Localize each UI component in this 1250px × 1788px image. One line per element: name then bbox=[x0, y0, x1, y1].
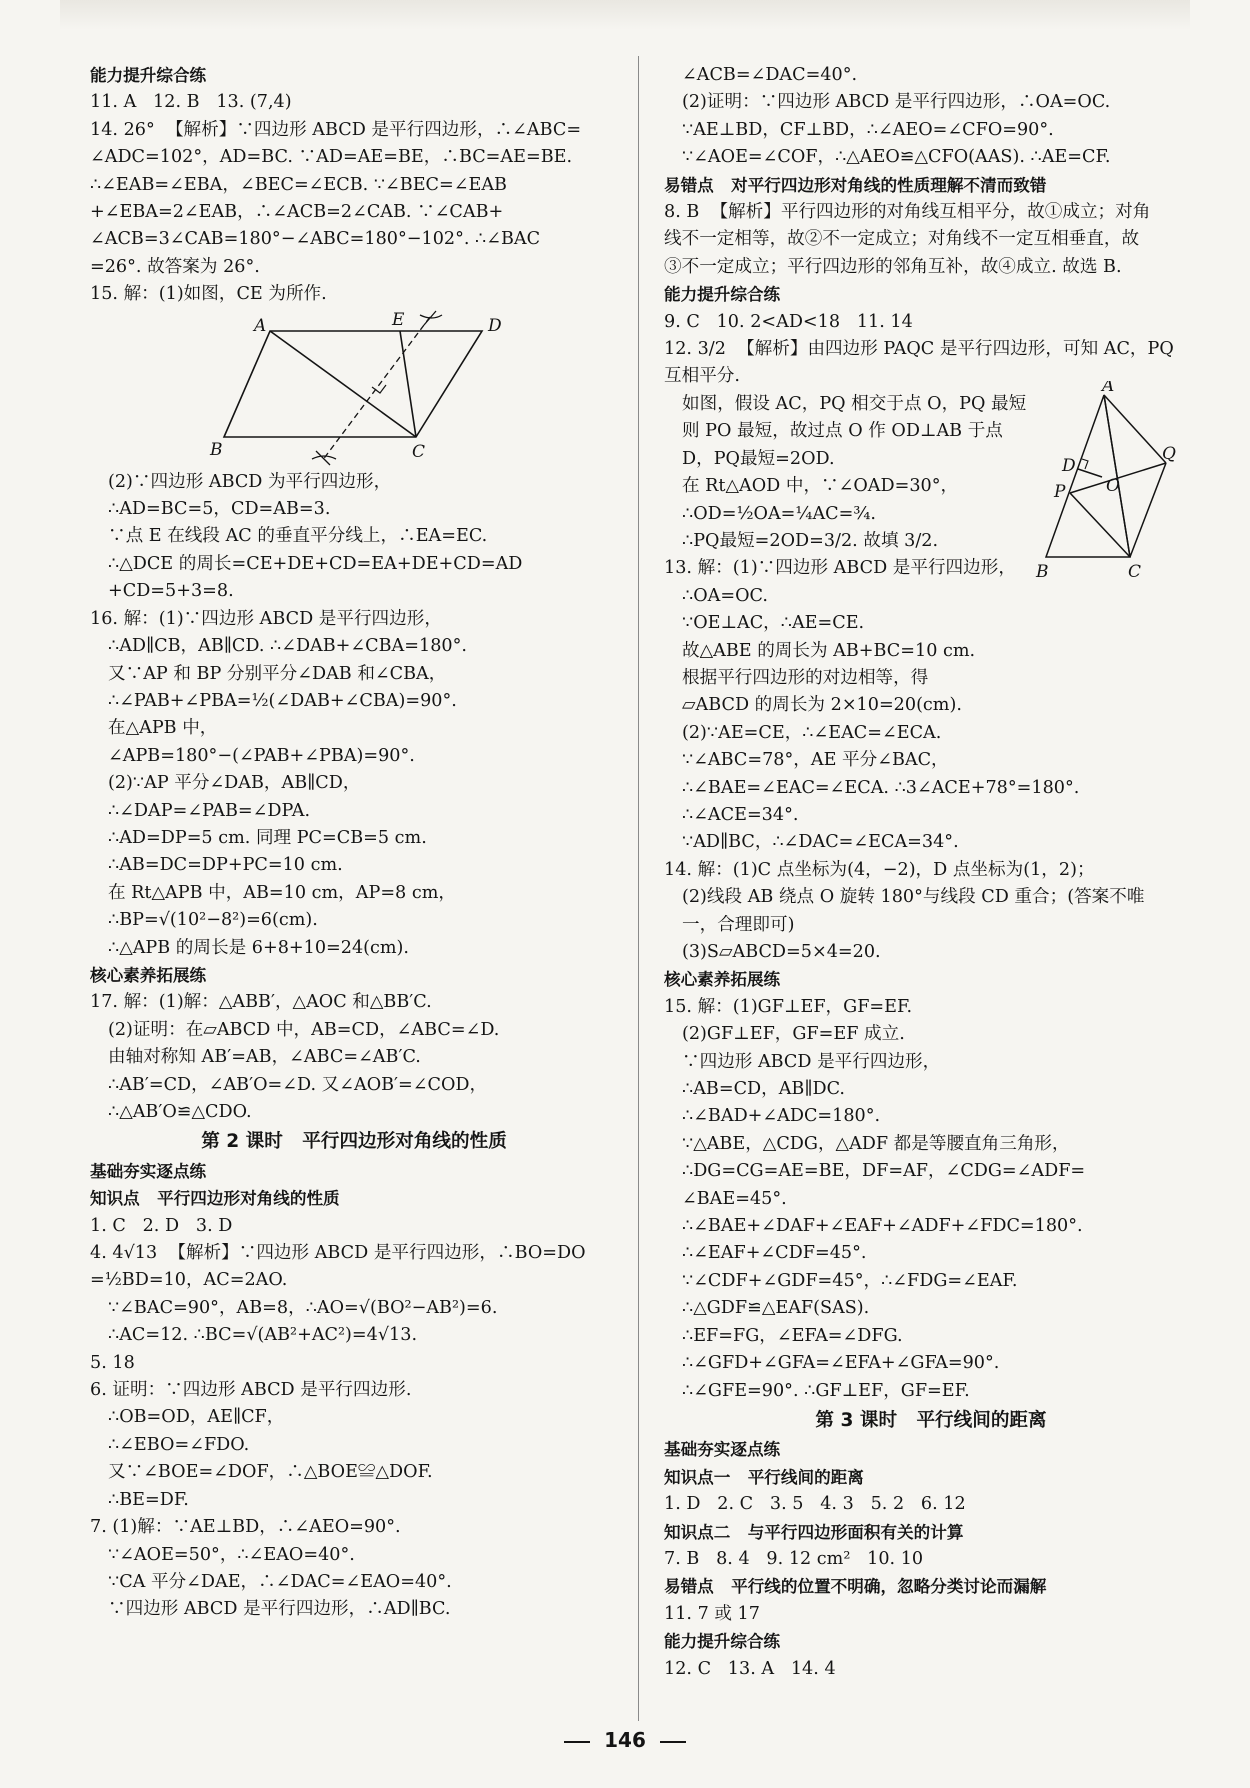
text-line: 4. 4√13 【解析】∵四边形 ABCD 是平行四边形，∴BO=DO bbox=[90, 1243, 586, 1264]
text-line: 又∵AP 和 BP 分别平分∠DAB 和∠CBA， bbox=[108, 663, 447, 684]
text-line: =26°. 故答案为 26°. bbox=[90, 256, 260, 277]
text-line: ∴∠EBO=∠FDO. bbox=[108, 1434, 250, 1455]
text-line: 7. B 8. 4 9. 12 cm² 10. 10 bbox=[664, 1548, 924, 1569]
text-line: ∴AB=DC=DP+PC=10 cm. bbox=[108, 855, 343, 876]
text-line: ∴∠DAP=∠PAB=∠DPA. bbox=[108, 800, 311, 821]
text-line: ∴∠PAB+∠PBA=½(∠DAB+∠CBA)=90°. bbox=[108, 690, 457, 711]
text-line: ∴AB=CD，AB∥DC. bbox=[682, 1079, 846, 1100]
text-line: ∴PQ最短=2OD=3/2. 故填 3/2. bbox=[682, 530, 939, 551]
text-line: ∠ACB=∠DAC=40°. bbox=[682, 65, 858, 85]
section-heading: 知识点二 与平行四边形面积有关的计算 bbox=[664, 1522, 964, 1542]
section-heading: 知识点一 平行线间的距离 bbox=[664, 1467, 864, 1487]
text-line: 在△APB 中， bbox=[108, 718, 218, 739]
text-line: ∠APB=180°−(∠PAB+∠PBA)=90°. bbox=[108, 745, 415, 766]
lesson-title: 第 3 课时 平行线间的距离 bbox=[815, 1409, 1047, 1431]
arc-mark-top bbox=[420, 311, 442, 325]
text-line: ∴BP=√(10²−8²)=6(cm). bbox=[108, 910, 318, 931]
figure-label-c: C bbox=[1128, 561, 1142, 581]
text-line: (2)GF⊥EF，GF=EF 成立. bbox=[682, 1024, 905, 1045]
section-heading: 易错点 对平行四边形对角线的性质理解不清而致错 bbox=[664, 175, 1047, 195]
text-line: 11. A 12. B 13. (7,4) bbox=[90, 92, 292, 113]
text-line: ▱ABCD 的周长为 2×10=20(cm). bbox=[682, 695, 962, 716]
column-divider bbox=[638, 56, 639, 1721]
section-heading: 基础夯实逐点练 bbox=[664, 1440, 781, 1460]
text-line: 5. 18 bbox=[90, 1352, 135, 1373]
text-line: ∴∠BAE+∠DAF+∠EAF+∠ADF+∠FDC=180°. bbox=[682, 1216, 1083, 1237]
right-column bbox=[664, 62, 1198, 1683]
text-line: ∴∠BAE=∠EAC=∠ECA. ∴3∠ACE+78°=180°. bbox=[682, 777, 1080, 798]
perpendicular-bisector bbox=[322, 317, 430, 461]
text-line: +CD=5+3=8. bbox=[108, 581, 234, 602]
section-heading: 易错点 平行线的位置不明确，忽略分类讨论而漏解 bbox=[664, 1577, 1047, 1597]
text-line: ∴OB=OD，AE∥CF， bbox=[108, 1407, 285, 1428]
text-line: (2)线段 AB 绕点 O 旋转 180°与线段 CD 重合；(答案不唯 bbox=[682, 887, 1145, 908]
text-line: 在 Rt△APB 中，AB=10 cm，AP=8 cm， bbox=[108, 882, 456, 903]
text-line: 8. B 【解析】平行四边形的对角线互相平分，故①成立；对角 bbox=[664, 202, 1151, 223]
text-line: ∵AD∥BC，∴∠DAC=∠ECA=34°. bbox=[682, 832, 959, 853]
text-line: ∴∠EAB=∠EBA，∠BEC=∠ECB. ∵∠BEC=∠EAB bbox=[90, 174, 507, 195]
text-line: ∵点 E 在线段 AC 的垂直平分线上，∴EA=EC. bbox=[108, 526, 488, 547]
figure-label-e: E bbox=[392, 309, 405, 330]
text-line: ∵∠ABC=78°，AE 平分∠BAC， bbox=[682, 750, 949, 771]
text-line: ∠ACB=3∠CAB=180°−∠ABC=180°−102°. ∴∠BAC bbox=[90, 229, 541, 250]
text-line: ∴△AB′O≌△CDO. bbox=[108, 1102, 252, 1122]
figure-label-b: B bbox=[210, 439, 223, 460]
text-line: 故△ABE 的周长为 AB+BC=10 cm. bbox=[682, 640, 976, 661]
text-line: (2)证明：∵四边形 ABCD 是平行四边形，∴OA=OC. bbox=[682, 92, 1111, 113]
text-line: 13. 解：(1)∵四边形 ABCD 是平行四边形， bbox=[664, 558, 1016, 579]
text-line: 1. D 2. C 3. 5 4. 3 5. 2 6. 12 bbox=[664, 1494, 966, 1515]
text-line: ∵∠AOE=50°，∴∠EAO=40°. bbox=[108, 1544, 355, 1565]
section-heading: 能力提升综合练 bbox=[90, 66, 207, 85]
text-line: +∠EBA=2∠EAB，∴∠ACB=2∠CAB. ∵∠CAB+ bbox=[90, 202, 504, 223]
text-line: 14. 26° 【解析】∵四边形 ABCD 是平行四边形，∴∠ABC= bbox=[90, 119, 582, 140]
text-line: 根据平行四边形的对边相等，得 bbox=[682, 667, 929, 688]
figure-label-p: P bbox=[1054, 481, 1066, 502]
figure-label-d: D bbox=[1062, 455, 1076, 476]
text-line: ∴∠EAF+∠CDF=45°. bbox=[682, 1243, 867, 1264]
text-line: ∵AE⊥BD，CF⊥BD，∴∠AEO=∠CFO=90°. bbox=[682, 119, 1054, 140]
lesson-title: 第 2 课时 平行四边形对角线的性质 bbox=[201, 1131, 507, 1153]
text-line: (2)证明：在▱ABCD 中，AB=CD，∠ABC=∠D. bbox=[108, 1019, 500, 1040]
text-line: 15. 解：(1)GF⊥EF，GF=EF. bbox=[664, 996, 913, 1017]
text-line: (2)∵四边形 ABCD 为平行四边形， bbox=[108, 471, 392, 492]
figure-label-c: C bbox=[412, 441, 426, 462]
text-line: 9. C 10. 2<AD<18 11. 14 bbox=[664, 311, 913, 332]
text-line: ∴BE=DF. bbox=[108, 1489, 189, 1510]
text-line: 12. 3/2 【解析】由四边形 PAQC 是平行四边形，可知 AC，PQ bbox=[664, 339, 1174, 360]
text-line: ∠BAE=45°. bbox=[682, 1188, 787, 1209]
text-line: ∵四边形 ABCD 是平行四边形，∴AD∥BC. bbox=[108, 1599, 451, 1620]
text-line: 互相平分. bbox=[664, 366, 740, 387]
section-heading: 基础夯实逐点练 bbox=[90, 1161, 207, 1181]
section-heading: 知识点 平行四边形对角线的性质 bbox=[90, 1189, 340, 1209]
page-number bbox=[0, 1728, 1250, 1752]
text-line: 由轴对称知 AB′=AB，∠ABC=∠AB′C. bbox=[108, 1047, 421, 1068]
diagonal-ac bbox=[270, 331, 416, 437]
text-line: (2)∵AP 平分∠DAB，AB∥CD， bbox=[108, 773, 361, 794]
segment-ce bbox=[400, 331, 416, 437]
figure-label-d: D bbox=[488, 315, 502, 336]
text-line: ∵CA 平分∠DAE，∴∠DAC=∠EAO=40°. bbox=[108, 1571, 452, 1592]
text-line: (2)∵AE=CE，∴∠EAC=∠ECA. bbox=[682, 722, 942, 743]
segment-od bbox=[1078, 469, 1102, 477]
parallelogram-abcd bbox=[224, 331, 482, 437]
text-line: ∴∠BAD+∠ADC=180°. bbox=[682, 1106, 881, 1127]
text-line: 在 Rt△AOD 中，∵∠OAD=30°， bbox=[682, 476, 959, 497]
page-number-dash-left bbox=[564, 1741, 590, 1743]
figure-label-a: A bbox=[1102, 380, 1115, 396]
text-line: D，PQ最短=2OD. bbox=[682, 448, 835, 469]
text-line: 7. (1)解：∵AE⊥BD，∴∠AEO=90°. bbox=[90, 1517, 401, 1538]
text-line: ③不一定成立；平行四边形的邻角互补，故④成立. 故选 B. bbox=[664, 256, 1122, 277]
section-heading: 核心素养拓展练 bbox=[90, 965, 207, 985]
text-line: ∵OE⊥AC，∴AE=CE. bbox=[682, 613, 865, 634]
text-line: ∴∠ACE=34°. bbox=[682, 804, 799, 825]
text-line: (3)S▱ABCD=5×4=20. bbox=[682, 942, 881, 962]
section-heading: 核心素养拓展练 bbox=[664, 970, 781, 990]
figure-label-q: Q bbox=[1162, 443, 1176, 464]
text-line: ∵∠CDF+∠GDF=45°，∴∠FDG=∠EAF. bbox=[682, 1270, 1018, 1291]
section-heading: 能力提升综合练 bbox=[664, 1632, 781, 1652]
text-line: 1. C 2. D 3. D bbox=[90, 1215, 233, 1236]
text-line: ∵四边形 ABCD 是平行四边形， bbox=[682, 1051, 941, 1072]
text-line: 14. 解：(1)C 点坐标为(4，−2)，D 点坐标为(1，2)； bbox=[664, 859, 1095, 880]
text-line: ∴△APB 的周长是 6+8+10=24(cm). bbox=[108, 937, 410, 958]
text-line: ∠ADC=102°，AD=BC. ∵AD=AE=BE，∴BC=AE=BE. bbox=[90, 147, 573, 168]
section-heading: 能力提升综合练 bbox=[664, 285, 781, 305]
text-line: 15. 解：(1)如图，CE 为所作. bbox=[90, 284, 327, 305]
text-line: 17. 解：(1)解：△ABB′，△AOC 和△BB′C. bbox=[90, 992, 432, 1013]
text-line: ∴AD∥CB，AB∥CD. ∴∠DAB+∠CBA=180°. bbox=[108, 636, 467, 657]
figure-label-a: A bbox=[254, 315, 267, 336]
scan-top-shadow bbox=[60, 0, 1190, 30]
right-angle-mark bbox=[1082, 459, 1088, 469]
text-line: ∴AD=BC=5，CD=AB=3. bbox=[108, 499, 331, 520]
text-line: ∵△ABE，△CDG，△ADF 都是等腰直角三角形， bbox=[682, 1133, 1070, 1154]
left-column bbox=[90, 62, 618, 1624]
page-number-dash-right bbox=[660, 1741, 686, 1743]
arc-mark-bottom bbox=[312, 451, 336, 465]
figure-triangle bbox=[1026, 381, 1176, 590]
figure-parallelogram bbox=[90, 309, 618, 469]
text-line: 又∵∠BOE=∠DOF，∴△BOE≌△DOF. bbox=[108, 1462, 433, 1483]
text-line: 则 PO 最短，故过点 O 作 OD⊥AB 于点 bbox=[682, 421, 1003, 442]
text-line: ∴△GDF≌△EAF(SAS). bbox=[682, 1298, 870, 1319]
text-line: ∴∠GFE=90°. ∴GF⊥EF，GF=EF. bbox=[682, 1380, 970, 1401]
text-line: 如图，假设 AC，PQ 相交于点 O，PQ 最短 bbox=[682, 393, 1027, 414]
text-line: 11. 7 或 17 bbox=[664, 1603, 760, 1624]
figure-label-o: O bbox=[1106, 475, 1120, 496]
text-line: ∴AD=DP=5 cm. 同理 PC=CB=5 cm. bbox=[108, 827, 427, 848]
text-line: 一，合理即可) bbox=[682, 914, 795, 935]
text-line: ∴AB′=CD，∠AB′O=∠D. 又∠AOB′=∠COD， bbox=[108, 1074, 488, 1095]
page-number-text: 146 bbox=[604, 1728, 646, 1752]
text-line: ∴EF=FG，∠EFA=∠DFG. bbox=[682, 1325, 903, 1346]
text-line: ∴DG=CG=AE=BE，DF=AF，∠CDG=∠ADF= bbox=[682, 1161, 1086, 1182]
text-line: ∴OA=OC. bbox=[682, 585, 768, 606]
text-line: 6. 证明：∵四边形 ABCD 是平行四边形. bbox=[90, 1380, 412, 1401]
text-line: =½BD=10，AC=2AO. bbox=[90, 1270, 288, 1291]
text-line: 线不一定相等，故②不一定成立；对角线不一定互相垂直，故 bbox=[664, 229, 1140, 250]
text-line: 12. C 13. A 14. 4 bbox=[664, 1658, 836, 1679]
text-line: ∴∠GFD+∠GFA=∠EFA+∠GFA=90°. bbox=[682, 1353, 1000, 1374]
segment-qc bbox=[1130, 463, 1166, 557]
text-line: ∴AC=12. ∴BC=√(AB²+AC²)=4√13. bbox=[108, 1325, 418, 1346]
text-line: ∴OD=½OA=¼AC=¾. bbox=[682, 503, 876, 524]
text-line: ∵∠AOE=∠COF，∴△AEO≌△CFO(AAS). ∴AE=CF. bbox=[682, 147, 1111, 168]
text-line: 16. 解：(1)∵四边形 ABCD 是平行四边形， bbox=[90, 608, 442, 629]
text-line: ∴△DCE 的周长=CE+DE+CD=EA+DE+CD=AD bbox=[108, 553, 523, 574]
figure-label-b: B bbox=[1036, 561, 1049, 581]
text-line: ∵∠BAC=90°，AB=8，∴AO=√(BO²−AB²)=6. bbox=[108, 1297, 498, 1318]
